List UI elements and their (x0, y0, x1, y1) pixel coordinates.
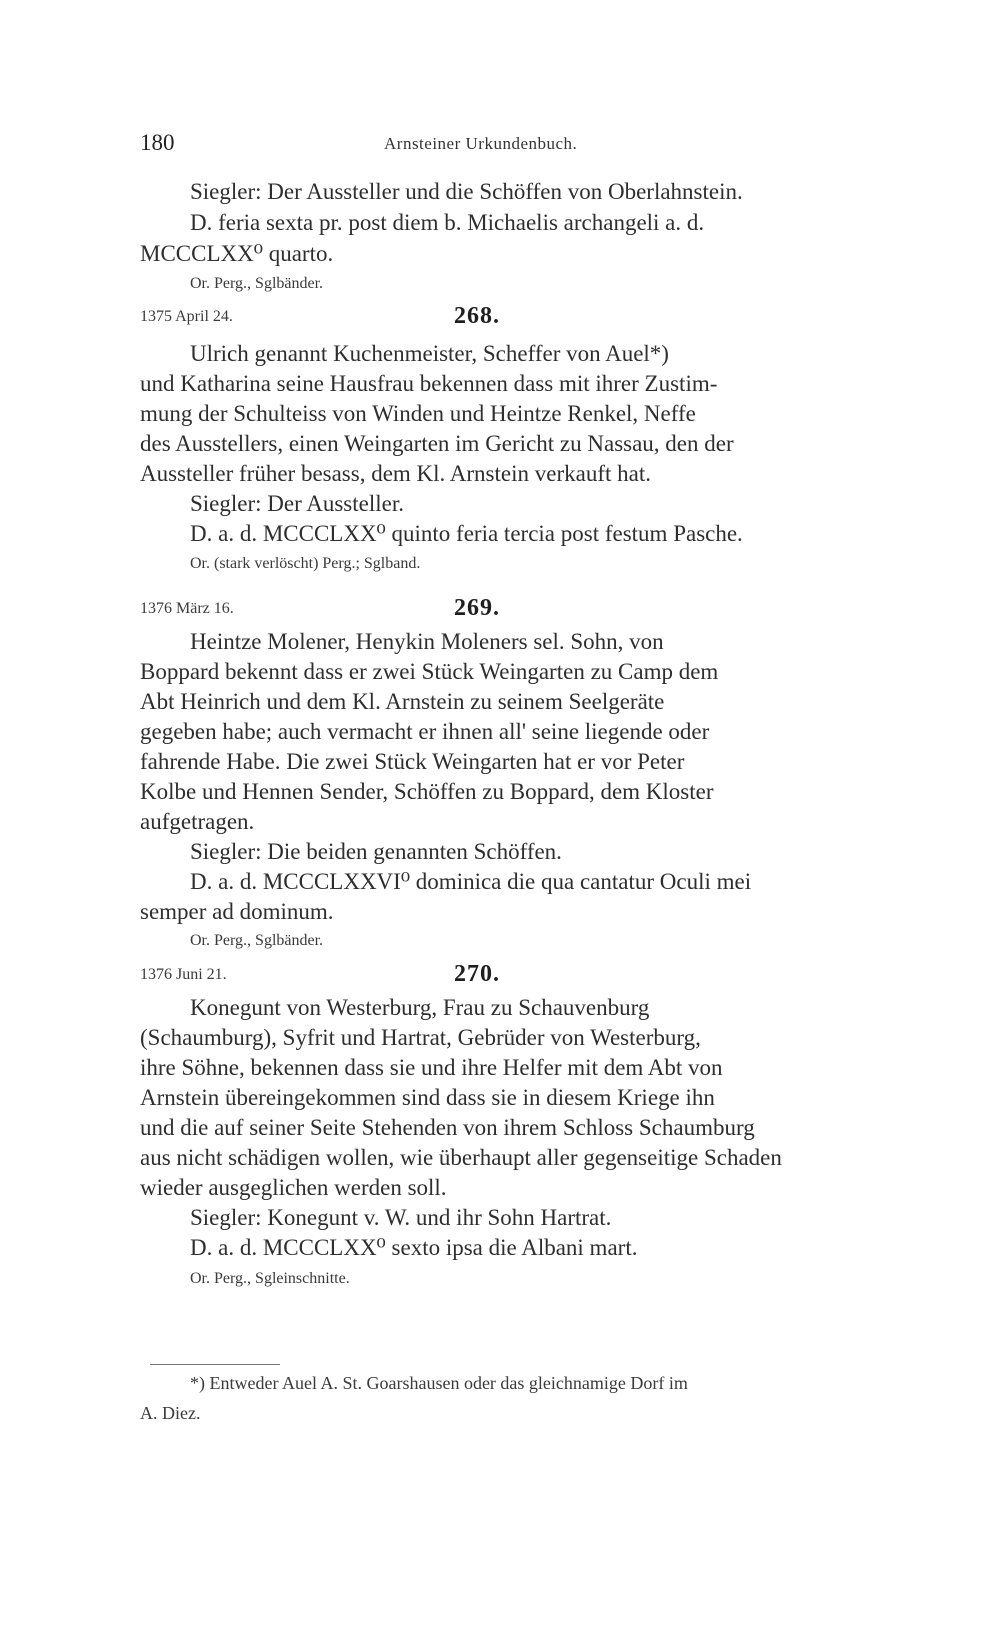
doc270-dating: D. a. d. MCCCLXX⁰ sexto ipsa die Albani mart. (190, 1235, 638, 1260)
doc268-number: 268. (454, 303, 500, 329)
doc269-line-2: Boppard bekennt dass er zwei Stück Weingarten zu Camp dem (140, 659, 719, 684)
doc269-siegler: Siegler: Die beiden genannten Schöffen. (190, 839, 562, 864)
doc270-line-7: wieder ausgeglichen werden soll. (140, 1175, 447, 1200)
doc268-note: Or. (stark verlöscht) Perg.; Sglband. (190, 555, 421, 572)
footnote-line-1: *) Entweder Auel A. St. Goarshausen oder das gleichnamige Dorf im (190, 1373, 688, 1393)
prev-doc-note: Or. Perg., Sglbänder. (190, 275, 324, 292)
doc268-date: 1375 April 24. (140, 308, 233, 325)
doc268-line-5: Aussteller früher besass, dem Kl. Arnstein verkauft hat. (140, 461, 651, 486)
prev-doc-line-2: D. feria sexta pr. post diem b. Michaelis archangeli a. d. (190, 210, 705, 235)
doc269-dating-2: semper ad dominum. (140, 899, 334, 924)
running-title: Arnsteiner Urkundenbuch. (384, 134, 578, 153)
doc269-line-5: fahrende Habe. Die zwei Stück Weingarten hat er vor Peter (140, 749, 685, 774)
doc270-line-1: Konegunt von Westerburg, Frau zu Schauvenburg (190, 995, 650, 1020)
doc270-line-5: und die auf seiner Seite Stehenden von ihrem Schloss Schaumburg (140, 1115, 755, 1140)
doc269-number: 269. (454, 595, 500, 621)
doc269-note: Or. Perg., Sglbänder. (190, 932, 324, 949)
prev-doc-line-3: MCCCLXX⁰ quarto. (140, 241, 334, 266)
doc269-line-4: gegeben habe; auch vermacht er ihnen all' seine liegende oder (140, 719, 710, 744)
doc270-date: 1376 Juni 21. (140, 966, 227, 983)
doc269-line-3: Abt Heinrich und dem Kl. Arnstein zu seinem Seelgeräte (140, 689, 665, 714)
doc270-line-4: Arnstein übereingekommen sind dass sie in diesem Kriege ihn (140, 1085, 715, 1110)
doc268-line-3: mung der Schulteiss von Winden und Heintze Renkel, Neffe (140, 401, 696, 426)
doc270-line-3: ihre Söhne, bekennen dass sie und ihre Helfer mit dem Abt von (140, 1055, 723, 1080)
page-number: 180 (140, 130, 175, 155)
doc270-siegler: Siegler: Konegunt v. W. und ihr Sohn Hartrat. (190, 1205, 612, 1230)
doc269-line-1: Heintze Molener, Henykin Moleners sel. Sohn, von (190, 629, 664, 654)
doc270-note: Or. Perg., Sgleinschnitte. (190, 1270, 350, 1287)
doc268-dating: D. a. d. MCCCLXX⁰ quinto feria tercia post festum Pasche. (190, 521, 743, 546)
doc270-line-6: aus nicht schädigen wollen, wie überhaupt aller gegenseitige Schaden (140, 1145, 782, 1170)
prev-doc-line-1: Siegler: Der Aussteller und die Schöffen von Oberlahnstein. (190, 179, 743, 204)
doc268-siegler: Siegler: Der Aussteller. (190, 491, 404, 516)
doc269-line-7: aufgetragen. (140, 809, 255, 834)
doc270-number: 270. (454, 961, 500, 987)
doc269-date: 1376 März 16. (140, 600, 234, 617)
footnote-line-2: A. Diez. (140, 1403, 201, 1423)
doc268-line-4: des Ausstellers, einen Weingarten im Gericht zu Nassau, den der (140, 431, 734, 456)
doc269-dating-1: D. a. d. MCCCLXXVI⁰ dominica die qua cantatur Oculi mei (190, 869, 752, 894)
doc268-line-1: Ulrich genannt Kuchenmeister, Scheffer von Auel*) (190, 341, 669, 366)
doc268-line-2: und Katharina seine Hausfrau bekennen dass mit ihrer Zustim- (140, 371, 718, 396)
doc269-line-6: Kolbe und Hennen Sender, Schöffen zu Boppard, dem Kloster (140, 779, 714, 804)
footnote-rule (150, 1364, 280, 1365)
doc270-line-2: (Schaumburg), Syfrit und Hartrat, Gebrüder von Westerburg, (140, 1025, 701, 1050)
